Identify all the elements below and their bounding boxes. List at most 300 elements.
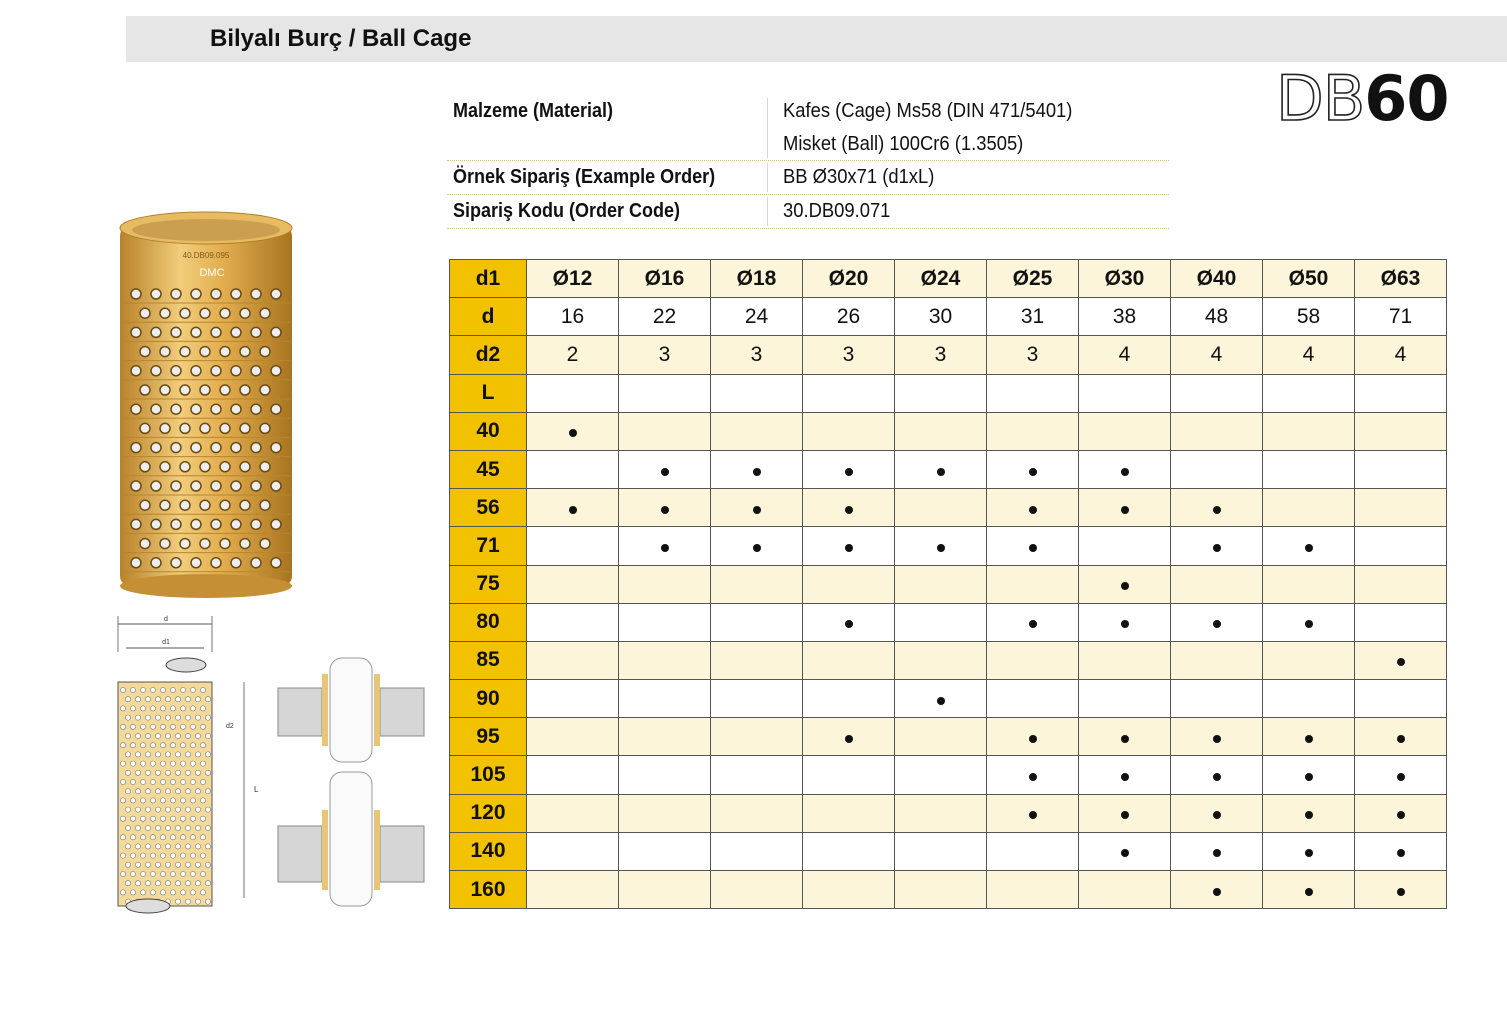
ball [160,835,165,840]
table-cell [527,794,619,832]
ball [251,481,261,491]
table-cell [1079,412,1171,450]
table-cell [1171,832,1263,870]
availability-dot [1397,849,1405,857]
cage-engraving: 40.DB09.095 [182,251,230,260]
table-cell [895,527,987,565]
product-code [1276,64,1449,135]
ball [205,697,210,702]
table-cell [711,794,803,832]
table-cell [1263,450,1355,488]
ball [200,423,210,433]
row-d2 [450,336,1447,374]
table-cell [1355,565,1447,603]
ball [185,770,190,775]
table-cell [711,565,803,603]
table-cell [1079,680,1171,718]
ball [160,500,170,510]
ball [195,733,200,738]
availability-dot [1029,544,1037,552]
ball [160,539,170,549]
table-row [450,603,1447,641]
ball [150,798,155,803]
material-row [447,96,1169,161]
table-cell: 4 [1355,336,1447,374]
ball [231,558,241,568]
ball [191,443,201,453]
availability-dot [1213,849,1221,857]
ball [220,308,230,318]
ball [120,871,125,876]
ball [260,500,270,510]
ball [240,500,250,510]
ball [130,743,135,748]
ball [160,743,165,748]
availability-dot [753,544,761,552]
ball [130,871,135,876]
table-row [450,489,1447,527]
table-cell [1355,794,1447,832]
availability-dot [1213,620,1221,628]
table-cell [987,832,1079,870]
table-cell [895,756,987,794]
ball [150,779,155,784]
ball [211,327,221,337]
ball [185,862,190,867]
ball [150,761,155,766]
table-cell: 30 [895,298,987,336]
table-cell [1355,871,1447,909]
ball [165,715,170,720]
availability-dot [569,506,577,514]
table-cell [987,374,1079,412]
row-header: 45 [450,450,527,488]
table-cell [711,412,803,450]
table-cell: 24 [711,298,803,336]
table-cell [619,641,711,679]
table-cell: 4 [1171,336,1263,374]
ball [160,687,165,692]
table-row [450,718,1447,756]
ball [150,890,155,895]
ball [170,816,175,821]
table-cell [987,756,1079,794]
row-header: 40 [450,412,527,450]
ball [150,816,155,821]
ball [120,890,125,895]
ball [200,724,205,729]
ball [171,366,181,376]
ball [120,761,125,766]
table-cell [527,450,619,488]
table-cell [527,756,619,794]
ball [120,798,125,803]
table-cell [1263,756,1355,794]
table-cell [895,871,987,909]
table-cell [895,832,987,870]
ball [175,697,180,702]
ball [165,770,170,775]
ball [140,871,145,876]
table-cell [1079,718,1171,756]
ball [200,706,205,711]
table-cell: 71 [1355,298,1447,336]
ball [175,862,180,867]
ball [170,890,175,895]
table-cell [1355,641,1447,679]
product-code-prefix: DB [1276,62,1365,135]
table-cell [803,603,895,641]
table-cell [1171,871,1263,909]
table-cell [619,832,711,870]
ball [140,743,145,748]
ball [211,558,221,568]
table-cell [803,450,895,488]
table-cell [1171,527,1263,565]
availability-dot [569,429,577,437]
ball [185,789,190,794]
ball [175,789,180,794]
ball [130,816,135,821]
ball [125,825,130,830]
ball [131,519,141,529]
table-cell [1079,641,1171,679]
table-cell [1171,680,1263,718]
example-order-value: BB Ø30x71 (d1xL) [783,166,935,188]
row-header: 140 [450,832,527,870]
ball [271,519,281,529]
ball [190,816,195,821]
availability-dot [845,506,853,514]
table-cell [803,871,895,909]
row-header: 80 [450,603,527,641]
table-cell [1263,603,1355,641]
ball [190,724,195,729]
table-cell [1263,832,1355,870]
table-cell [987,680,1079,718]
table-cell [803,794,895,832]
ball [160,798,165,803]
table-cell [619,794,711,832]
availability-dot [1121,811,1129,819]
table-cell: 3 [987,336,1079,374]
table-cell [1079,489,1171,527]
ball [150,871,155,876]
dim-d: d [164,616,168,623]
ball [190,706,195,711]
material-label: Malzeme (Material) [453,100,614,122]
ball [180,724,185,729]
table-cell [711,374,803,412]
ball [200,798,205,803]
table-cell [1171,794,1263,832]
row-header: d2 [450,336,527,374]
table-cell [619,871,711,909]
mechanism-illustration [272,650,432,910]
table-cell: 3 [711,336,803,374]
ball [171,289,181,299]
ball [125,733,130,738]
ball [180,423,190,433]
ball [200,385,210,395]
table-cell: Ø63 [1355,260,1447,298]
ball [135,789,140,794]
ball [165,789,170,794]
table-cell [895,718,987,756]
ball [180,500,190,510]
ball [175,715,180,720]
ball [220,347,230,357]
row-d1 [450,260,1447,298]
availability-dot [937,468,945,476]
ball [205,752,210,757]
row-header: 71 [450,527,527,565]
table-cell [711,871,803,909]
ball [171,519,181,529]
ball [135,825,140,830]
row-header: 120 [450,794,527,832]
ball [135,752,140,757]
table-cell: Ø25 [987,260,1079,298]
ball [251,366,261,376]
table-cell [895,641,987,679]
availability-dot [661,544,669,552]
table-cell [619,489,711,527]
ball [271,558,281,568]
table-cell: Ø18 [711,260,803,298]
ball [130,724,135,729]
table-cell [1079,450,1171,488]
availability-dot [661,468,669,476]
ball [205,770,210,775]
ball [160,761,165,766]
ball [180,347,190,357]
table-cell [987,527,1079,565]
ball [130,835,135,840]
table-cell [987,641,1079,679]
ball [155,715,160,720]
table-cell [619,718,711,756]
availability-dot [1121,849,1129,857]
ball [271,327,281,337]
availability-dot [845,544,853,552]
ball [171,327,181,337]
table-cell [895,603,987,641]
table-cell [527,565,619,603]
ball [170,779,175,784]
table-cell [1355,412,1447,450]
row-header: L [450,374,527,412]
table-cell [1355,718,1447,756]
table-cell [1263,794,1355,832]
table-cell [1171,565,1263,603]
ball [175,899,180,904]
ball [145,807,150,812]
table-cell [803,756,895,794]
table-cell [1355,489,1447,527]
example-order-label: Örnek Sipariş (Example Order) [453,166,716,188]
ball [150,724,155,729]
ball [240,347,250,357]
ball [130,779,135,784]
ball [170,724,175,729]
table-cell [1355,680,1447,718]
availability-dot [1305,544,1313,552]
ball [180,706,185,711]
table-cell [527,412,619,450]
dimension-table [449,259,1447,909]
ball [185,715,190,720]
table-cell [1171,756,1263,794]
ball [125,752,130,757]
availability-dot [1213,811,1221,819]
availability-dot [1121,735,1129,743]
table-cell [1079,756,1171,794]
ball [195,862,200,867]
ball [211,443,221,453]
product-code-number: 60 [1364,62,1449,135]
ball [251,443,261,453]
table-cell [987,794,1079,832]
ball [200,743,205,748]
ball [190,687,195,692]
ball [160,724,165,729]
table-cell [1171,450,1263,488]
table-cell [1263,374,1355,412]
ball [155,807,160,812]
table-cell [711,680,803,718]
row-header: d1 [450,260,527,298]
ball [185,733,190,738]
ball [231,443,241,453]
availability-dot [1029,620,1037,628]
availability-dot [1213,735,1221,743]
availability-dot [1397,888,1405,896]
table-cell [1171,603,1263,641]
ball [175,844,180,849]
table-cell [1263,565,1355,603]
ball [200,890,205,895]
dim-d2: d2 [226,723,234,730]
table-cell [895,374,987,412]
divider [767,197,768,226]
ball [145,825,150,830]
ball [160,308,170,318]
ball [120,724,125,729]
ball [175,752,180,757]
table-cell [1263,489,1355,527]
table-cell [987,412,1079,450]
availability-dot [1305,735,1313,743]
ball [195,807,200,812]
table-cell [895,680,987,718]
ball [205,881,210,886]
availability-dot [1213,773,1221,781]
table-cell [711,832,803,870]
table-cell: 16 [527,298,619,336]
ball [200,816,205,821]
ball [125,715,130,720]
table-cell [1355,756,1447,794]
ball [145,862,150,867]
table-cell [527,603,619,641]
ball [135,770,140,775]
ball [140,816,145,821]
ball [125,844,130,849]
table-cell: 38 [1079,298,1171,336]
availability-dot [1121,582,1129,590]
ball [180,835,185,840]
ball [200,462,210,472]
table-cell [895,565,987,603]
ball [155,733,160,738]
ball [170,687,175,692]
ball [220,462,230,472]
ball [140,385,150,395]
ball [211,366,221,376]
ball [170,706,175,711]
ball [211,289,221,299]
availability-dot [1029,735,1037,743]
ball [231,289,241,299]
ball [140,761,145,766]
ball [151,519,161,529]
table-cell [711,450,803,488]
table-cell [527,718,619,756]
availability-dot [845,468,853,476]
table-cell [619,527,711,565]
ball [220,539,230,549]
table-cell: 26 [803,298,895,336]
availability-dot [1213,888,1221,896]
table-cell [987,603,1079,641]
table-cell [1171,489,1263,527]
table-row [450,527,1447,565]
ball [131,558,141,568]
ball [251,404,261,414]
ball [145,733,150,738]
ball [165,752,170,757]
ball [170,743,175,748]
table-row [450,756,1447,794]
row-header: 75 [450,565,527,603]
availability-dot [1305,773,1313,781]
ball [120,853,125,858]
ball [191,327,201,337]
ball [180,779,185,784]
table-cell [1171,374,1263,412]
ball [190,890,195,895]
ball [185,825,190,830]
ball [190,761,195,766]
ball [160,462,170,472]
table-cell [1263,412,1355,450]
ball [151,558,161,568]
table-cell [987,450,1079,488]
ball [191,366,201,376]
table-cell: Ø16 [619,260,711,298]
row-d [450,298,1447,336]
table-cell [527,641,619,679]
ball [140,687,145,692]
ball [271,443,281,453]
table-cell: Ø50 [1263,260,1355,298]
ball [195,715,200,720]
row-header: 90 [450,680,527,718]
ball [260,308,270,318]
ball [200,687,205,692]
ball [155,789,160,794]
